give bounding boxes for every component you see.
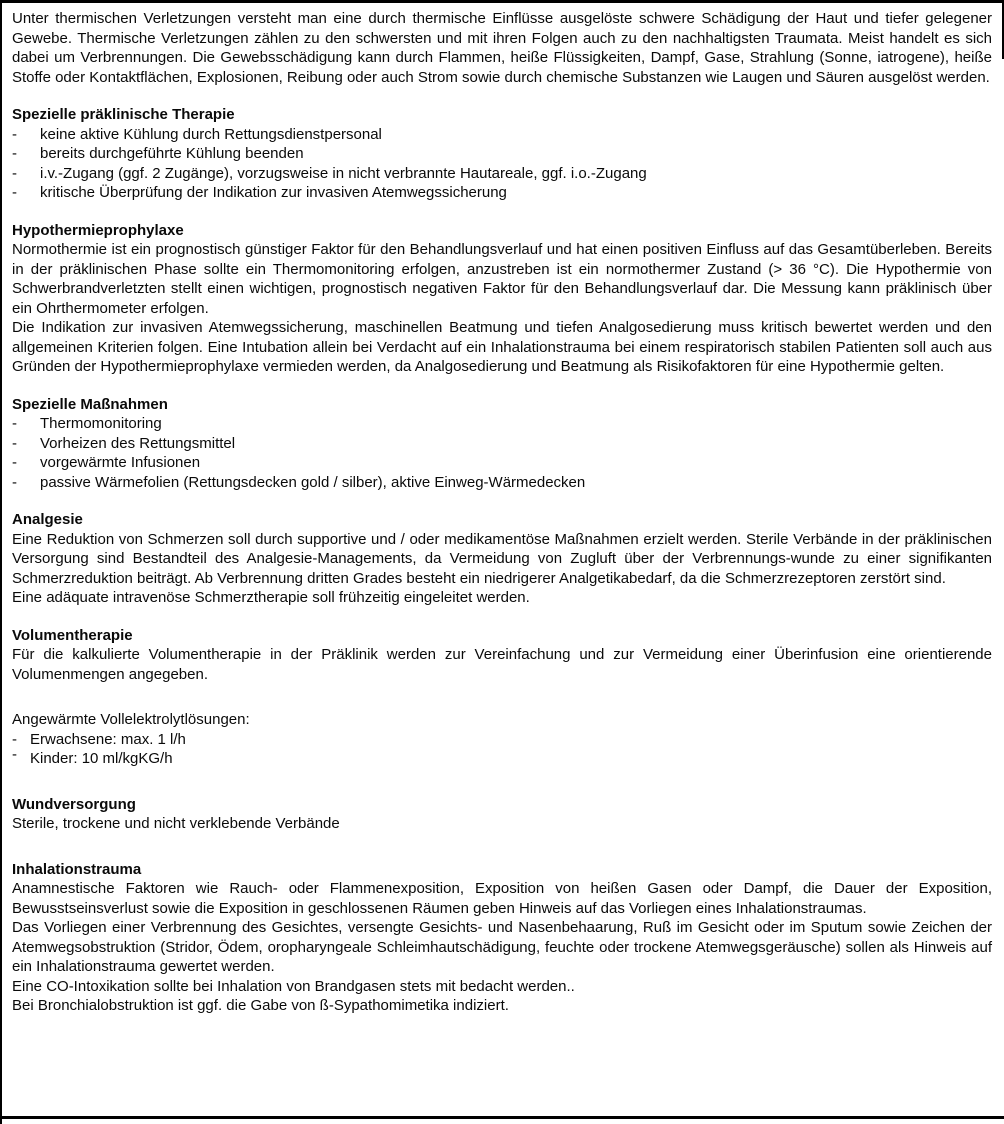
body-paragraph: Sterile, trockene und nicht verklebende Verbände [12, 815, 340, 832]
bullet-item [12, 183, 992, 203]
bullet-list [12, 125, 992, 203]
section-heading: Wundversorgung [12, 795, 136, 813]
bullet-dash-icon: - [12, 145, 17, 162]
body-paragraph: Für die kalkulierte Volumentherapie in der Präklinik werden zur Vereinfachung und zur Vermeidung einer Überinfusion eine orientierende Volumenmengen angegeben. [12, 646, 992, 683]
bullet-text: keine aktive Kühlung durch Rettungsdienstpersonal [40, 125, 382, 143]
bullet-item [12, 164, 992, 184]
section-heading: Volumentherapie [12, 626, 133, 644]
bullet-text: i.v.-Zugang (ggf. 2 Zugänge), vorzugsweise in nicht verbrannte Hautareale, ggf. i.o.-Zugang [40, 164, 647, 182]
bullet-text: Erwachsene: max. 1 l/h [30, 730, 186, 748]
bullet-text: passive Wärmefolien (Rettungsdecken gold / silber), aktive Einweg-Wärmedecken [40, 473, 586, 491]
bullet-text: vorgewärmte Infusionen [40, 454, 201, 471]
bullet-dash-icon: - [12, 746, 17, 763]
section-heading: Spezielle Maßnahmen [12, 395, 168, 413]
section-heading: Inhalationstrauma [12, 860, 142, 878]
bullet-text: Thermomonitoring [40, 415, 162, 432]
section-heading: Hypothermieprophylaxe [12, 221, 184, 239]
body-paragraph: Eine Reduktion von Schmerzen soll durch supportive und / oder medikamentöse Maßnahmen erzielt werden. Sterile Verbände in der präklinischen Versorgung sind Bestandteil des Analgesie-Managements, da Vermeidung von Zugluft über der Verbrennungs-wunde zu einer signifikanten Schmerzreduktion beiträgt. Ab Verbrennung dritten Grades besteht ein niedrigerer Analgetikabedarf, da die Schmerzrezeptoren zerstört sind. [12, 530, 992, 587]
bullet-text: Kinder: 10 ml/kgKG/h [30, 750, 173, 767]
bullet-item [12, 473, 992, 493]
bullet-item [12, 414, 992, 434]
section-heading: Spezielle präklinische Therapie [12, 106, 235, 123]
body-paragraph: Eine CO-Intoxikation sollte bei Inhalation von Brandgasen stets mit bedacht werden.. [12, 977, 575, 995]
bullet-text: Vorheizen des Rettungsmittel [40, 434, 236, 452]
body-paragraph: Bei Bronchialobstruktion ist ggf. die Gabe von ß-Sypathomimetika indiziert. [12, 997, 509, 1014]
bullet-dash-icon: - [12, 164, 17, 182]
bullet-list [12, 730, 992, 769]
bullet-dash-icon: - [12, 730, 17, 748]
bullet-text: bereits durchgeführte Kühlung beenden [40, 145, 304, 162]
body-paragraph: Anamnestische Faktoren wie Rauch- oder Flammenexposition, Exposition von heißen Gasen oder Dampf, die Dauer der Exposition, Bewusstseinsverlust sowie die Exposition in geschlossenen Räumen geben Hinweis auf das Vorliegen eines Inhalationstraumas. [12, 880, 992, 917]
bullet-item [12, 144, 992, 164]
bullet-list [12, 414, 992, 492]
next-table-top-border [2, 1116, 1004, 1119]
bullet-item [12, 730, 992, 750]
body-paragraph: Normothermie ist ein prognostisch günstiger Faktor für den Behandlungsverlauf und hat einen positiven Einfluss auf das Gesamtüberleben. Bereits in der präklinischen Phase sollte ein Thermomonitoring erfolgen, anzustreben ist ein normothermer Zustand (> 36 °C). Die Hypothermie von Schwerbrandverletzten stellt einen wichtigen, prognostisch negativen Faktor für den Behandlungsverlauf dar. Die Messung kann präklinisch über ein Ohrthermometer erfolgen. [12, 241, 992, 317]
body-paragraph: Die Indikation zur invasiven Atemwegssicherung, maschinellen Beatmung und tiefen Analgosedierung muss kritisch bewertet werden und den allgemeinen Kriterien folgen. Eine Intubation allein bei Verdacht auf ein Inhalationstrauma bei einem respiratorisch stabilen Patienten soll auch aus Gründen der Hypothermieprophylaxe vermieden werden, da Analgosedierung und Beatmung als Risikofaktoren für eine Hypothermie gelten. [12, 319, 992, 375]
bullet-item [12, 746, 992, 769]
bullet-item [12, 125, 992, 145]
bullet-item [12, 434, 992, 454]
bullet-dash-icon: - [12, 125, 17, 143]
body-paragraph: Angewärmte Vollelektrolytlösungen: [12, 711, 250, 728]
bullet-text: kritische Überprüfung der Indikation zur invasiven Atemwegssicherung [40, 184, 507, 201]
bullet-dash-icon: - [12, 415, 17, 432]
body-paragraph: Unter thermischen Verletzungen versteht man eine durch thermische Einflüsse ausgelöste schwere Schädigung der Haut und tiefer gelegener Gewebe. Thermische Verletzungen zählen zu den schwersten und mit ihren Folgen auch zu den nachhaltigsten Traumata. Meist handelt es sich dabei um Verbrennungen. Die Gewebsschädigung kann durch Flammen, heiße Flüssigkeiten, Dampf, Gase, Strahlung (Sonne, iatrogene), heiße Stoffe oder Kontaktflächen, Explosionen, Reibung oder auch Strom sowie durch chemische Substanzen wie Laugen und Säuren ausgelöst werden. [12, 10, 992, 86]
document-body [2, 3, 1004, 1016]
body-paragraph: Das Vorliegen einer Verbrennung des Gesichtes, versengte Gesichts- und Nasenbehaarung, Ruß im Gesicht oder im Sputum sowie Zeichen der Atemwegsobstruktion (Stridor, Ödem, oropharyngeale Schleimhautschädigung, feuchte oder trockene Atemwegsgeräusche) sollen als Hinweis auf ein Inhalationstrauma gewertet werden. [12, 919, 992, 975]
bullet-dash-icon: - [12, 434, 17, 452]
bullet-dash-icon: - [12, 473, 17, 491]
section-heading: Analgesie [12, 511, 83, 528]
bullet-item [12, 453, 992, 473]
body-paragraph: Eine adäquate intravenöse Schmerztherapie soll frühzeitig eingeleitet werden. [12, 589, 530, 606]
bullet-dash-icon: - [12, 454, 17, 471]
bullet-dash-icon: - [12, 184, 17, 201]
